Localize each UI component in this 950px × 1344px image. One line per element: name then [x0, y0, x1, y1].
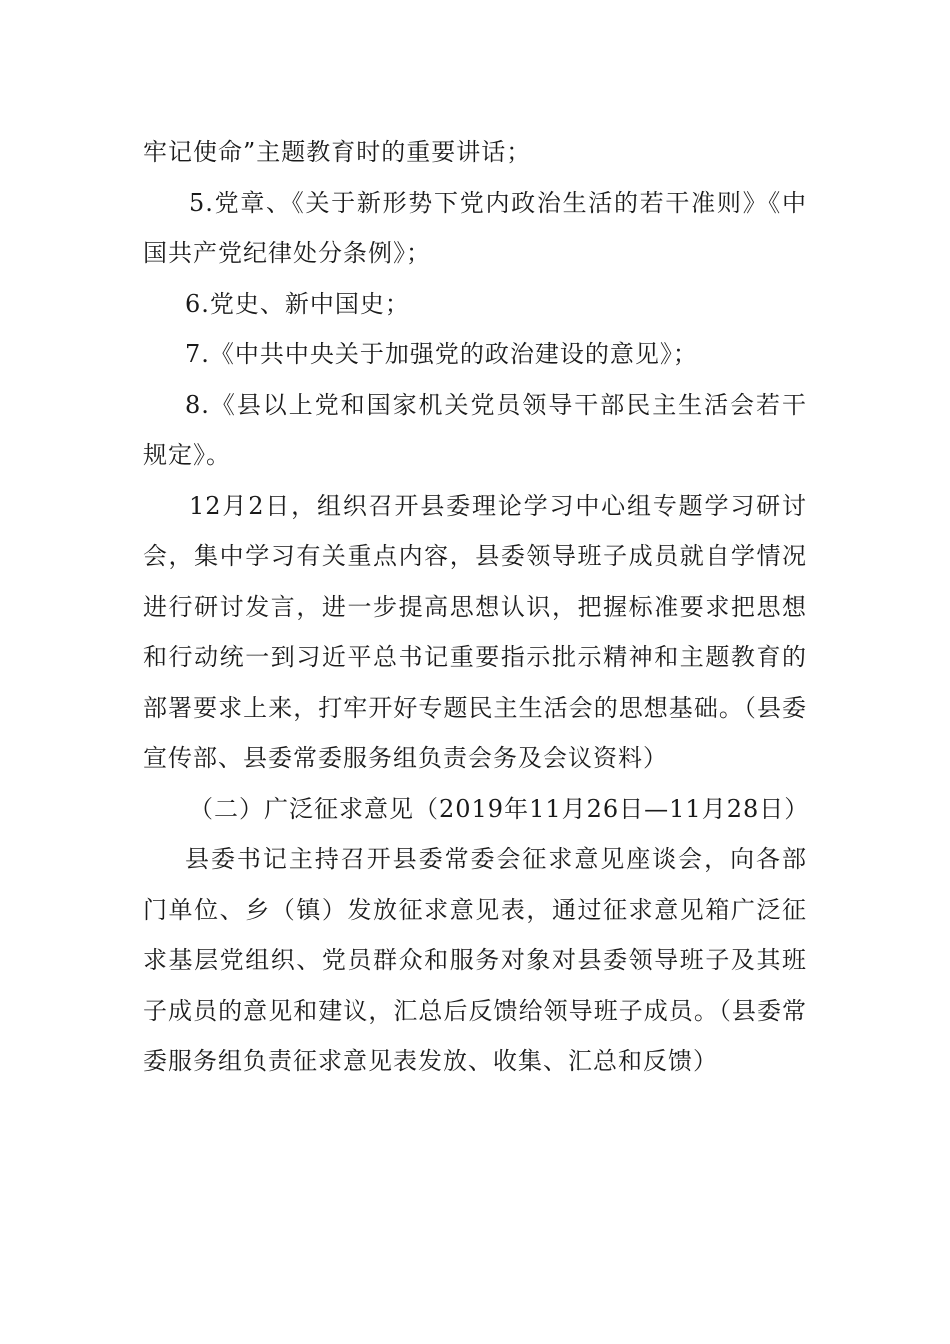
paragraph-item-8: 8.《县以上党和国家机关党员领导干部民主生活会若干规定》。: [143, 390, 807, 469]
paragraph-solicit-opinions: 县委书记主持召开县委常委会征求意见座谈会，向各部门单位、乡（镇）发放征求意见表，通过征求意见箱广泛征求基层党组织、党员群众和服务对象对县委领导班子及其班子成员的意见和建议，汇总后反馈给领导班子成员。（县委常委服务组负责征求意见表发放、收集、汇总和反馈）: [143, 845, 807, 1075]
paragraph-item-7: 7.《中共中央关于加强党的政治建设的意见》；: [185, 340, 698, 368]
section-heading-solicit-opinions: （二）广泛征求意见（2019年11月26日—11月28日）: [189, 794, 810, 823]
paragraph-speech-continuation: 牢记使命”主题教育时的重要讲话；: [143, 138, 532, 166]
document-body: [143, 127, 810, 1087]
paragraph-item-5: 5.党章、《关于新形势下党内政治生活的若干准则》《中国共产党纪律处分条例》；: [143, 188, 807, 267]
paragraph-study-meeting: 12月2日，组织召开县委理论学习中心组专题学习研讨会，集中学习有关重点内容，县委领导班子成员就自学情况进行研讨发言，进一步提高思想认识，把握标准要求把思想和行动统一到习近平总书记重要指示批示精神和主题教育的部署要求上来，打牢开好专题民主生活会的思想基础。（县委宣传部、县委常委服务组负责会务及会议资料）: [143, 491, 807, 772]
paragraph-item-6: 6.党史、新中国史；: [185, 289, 410, 318]
